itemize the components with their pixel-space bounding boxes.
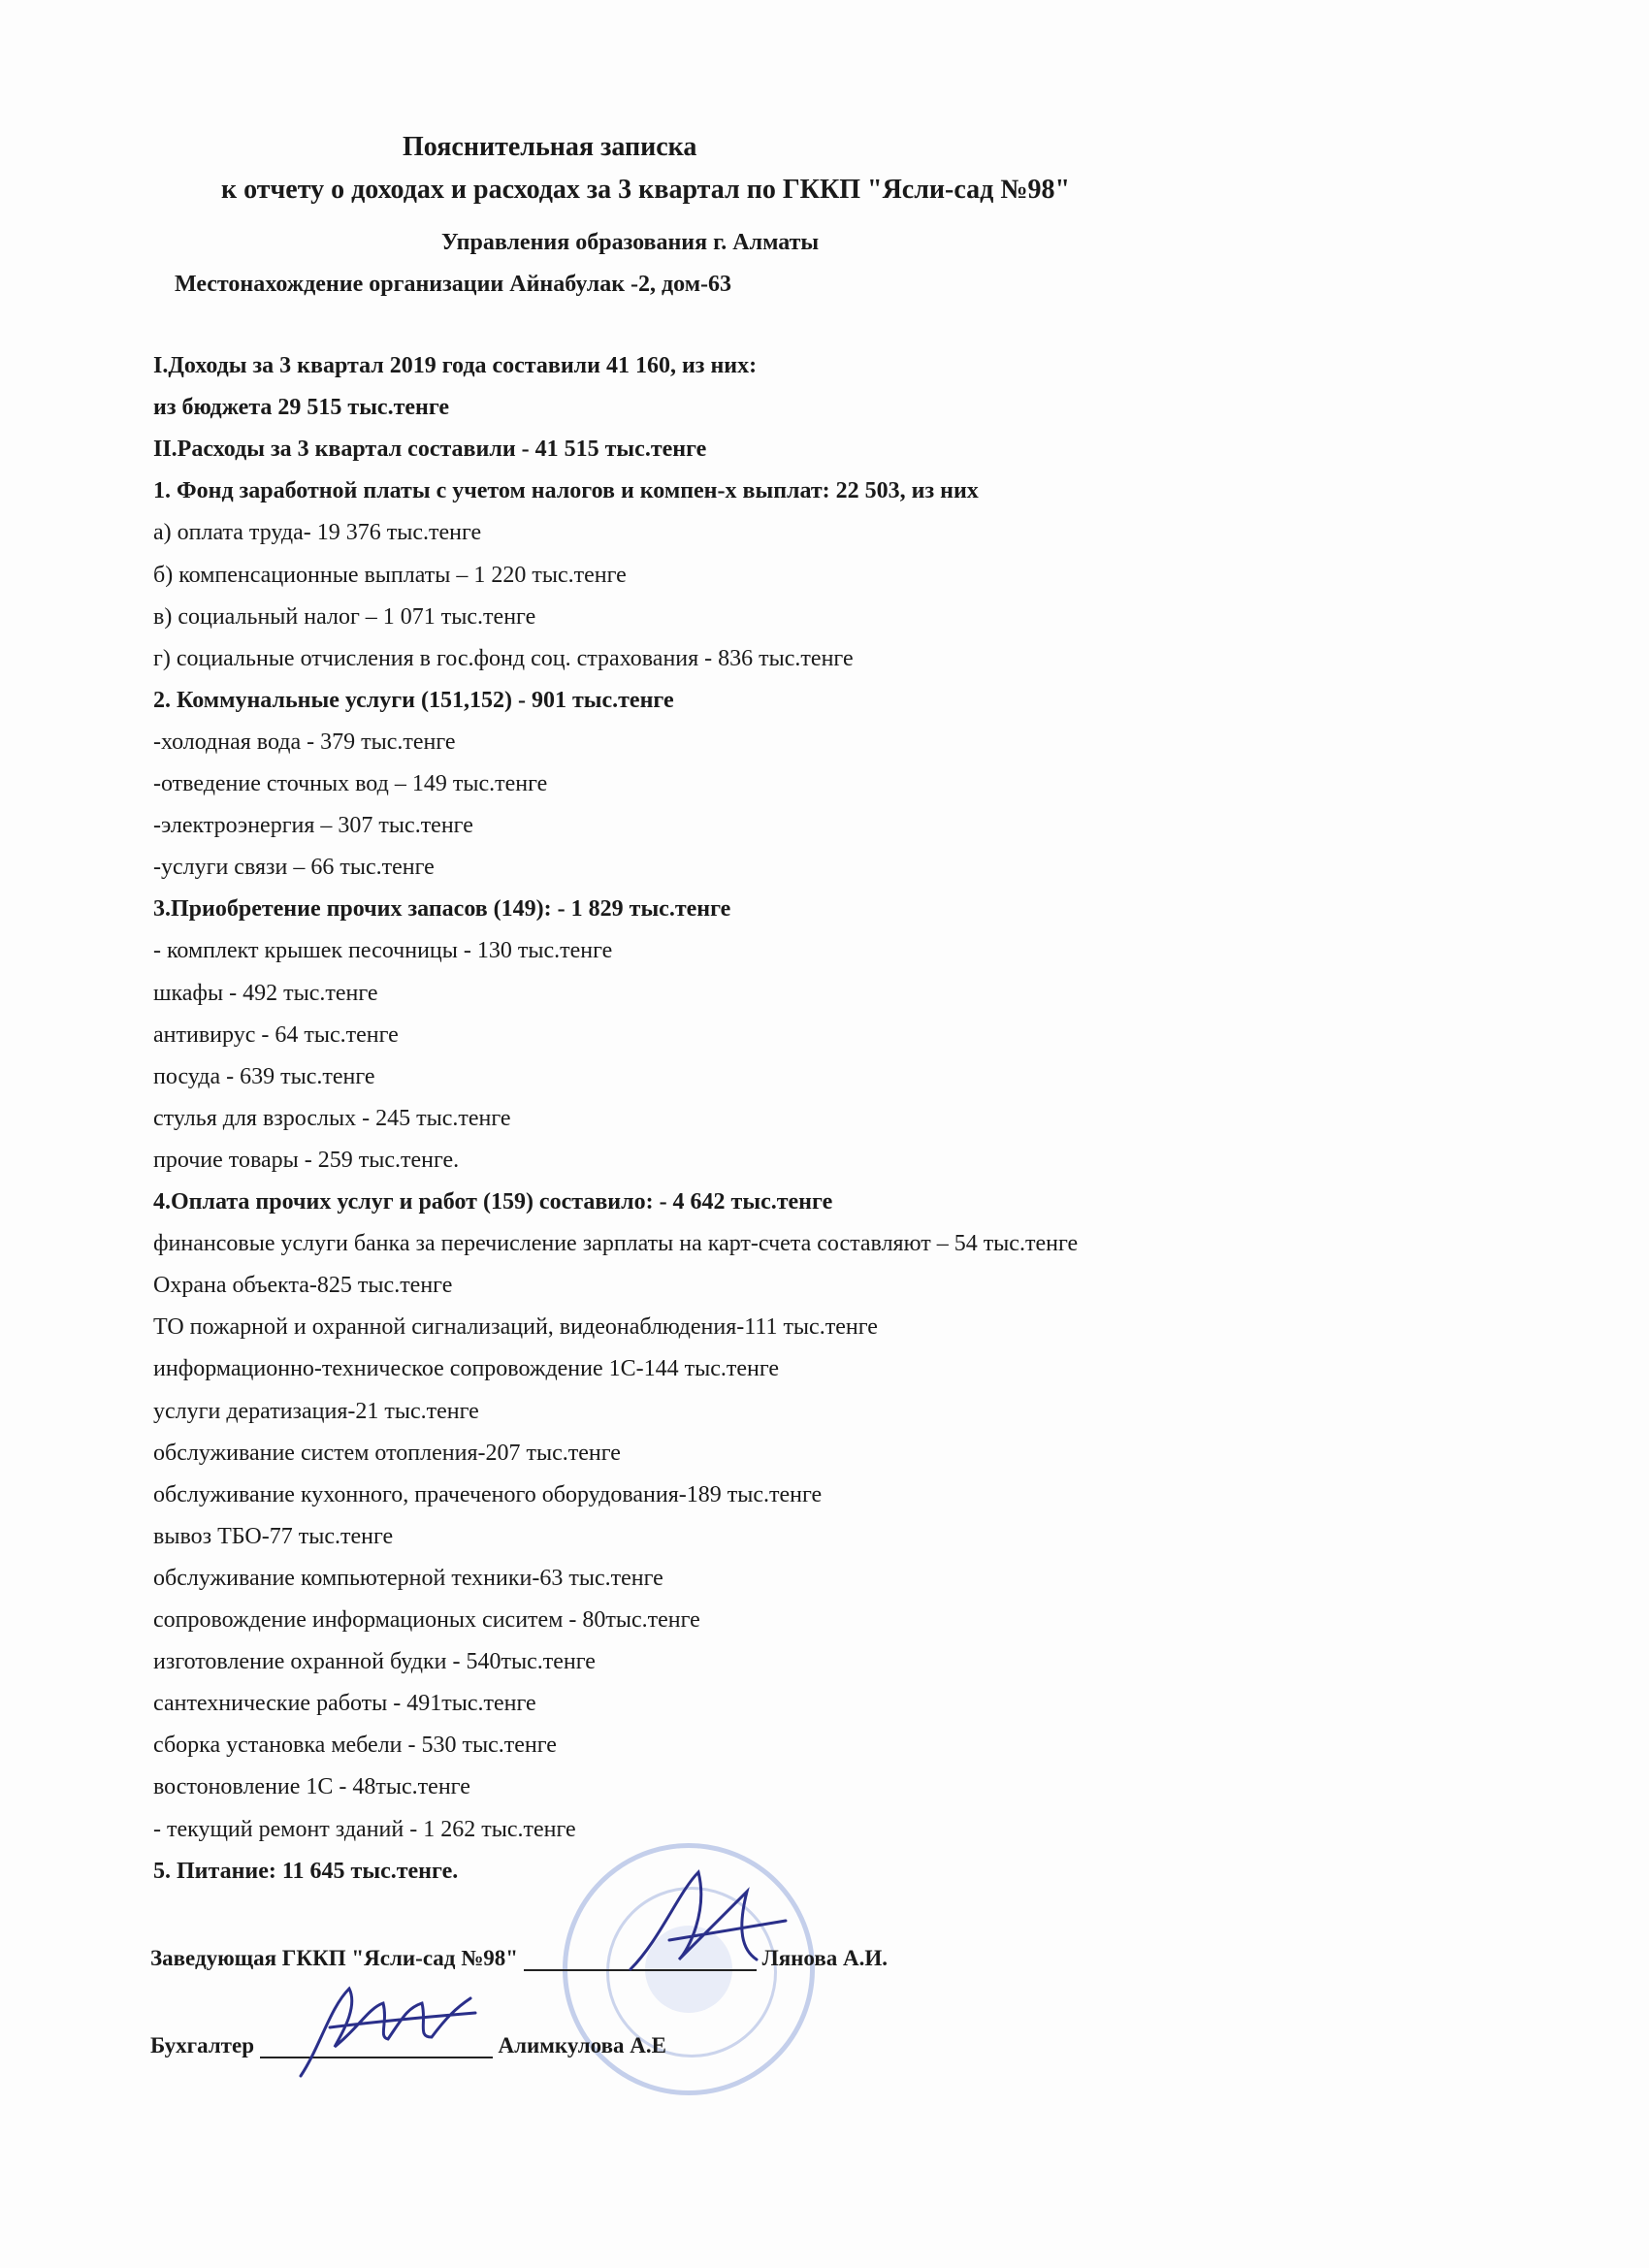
report-line: 1. Фонд заработной платы с учетом налогов и компен-х выплат: 22 503, из них bbox=[153, 478, 979, 503]
report-line: изготовление охранной будки - 540тыс.тенге bbox=[153, 1649, 596, 1674]
report-line: г) социальные отчисления в гос.фонд соц. страхования - 836 тыс.тенге bbox=[153, 646, 854, 671]
report-line: сборка установка мебели - 530 тыс.тенге bbox=[153, 1733, 557, 1758]
report-line: в) социальный налог – 1 071 тыс.тенге bbox=[153, 604, 536, 630]
report-line: обслуживание кухонного, прачеченого оборудования-189 тыс.тенге bbox=[153, 1482, 823, 1507]
report-line: 3.Приобретение прочих запасов (149): - 1 829 тыс.тенге bbox=[153, 896, 731, 922]
document-title: Пояснительная записка bbox=[403, 132, 697, 162]
report-line: обслуживание систем отопления-207 тыс.тенге bbox=[153, 1441, 621, 1466]
report-line: 5. Питание: 11 645 тыс.тенге. bbox=[153, 1859, 459, 1884]
accountant-handwritten-signature bbox=[291, 1969, 485, 2095]
report-line: обслуживание компьютерной техники-63 тыс.тенге bbox=[153, 1566, 663, 1591]
report-line: а) оплата труда- 19 376 тыс.тенге bbox=[153, 520, 482, 545]
location-line: Местонахождение организации Айнабулак -2, дом-63 bbox=[175, 272, 732, 297]
report-line: антивирус - 64 тыс.тенге bbox=[153, 1022, 399, 1048]
report-line: 4.Оплата прочих услуг и работ (159) составило: - 4 642 тыс.тенге bbox=[153, 1189, 833, 1215]
report-line: б) компенсационные выплаты – 1 220 тыс.тенге bbox=[153, 563, 627, 588]
report-line: -отведение сточных вод – 149 тыс.тенге bbox=[153, 771, 548, 796]
department-line: Управления образования г. Алматы bbox=[441, 230, 820, 255]
report-line: Охрана объекта-825 тыс.тенге bbox=[153, 1273, 453, 1298]
report-line: -услуги связи – 66 тыс.тенге bbox=[153, 855, 435, 880]
report-line: - комплект крышек песочницы - 130 тыс.тенге bbox=[153, 938, 613, 963]
report-line: -электроэнергия – 307 тыс.тенге bbox=[153, 813, 473, 838]
director-label: Заведующая ГККП "Ясли-сад №98" bbox=[150, 1946, 519, 1970]
report-line: из бюджета 29 515 тыс.тенге bbox=[153, 395, 450, 420]
report-line: ТО пожарной и охранной сигнализаций, видеонаблюдения-111 тыс.тенге bbox=[153, 1314, 878, 1340]
report-line: информационно-техническое сопровождение 1С-144 тыс.тенге bbox=[153, 1356, 780, 1381]
report-line: - текущий ремонт зданий - 1 262 тыс.тенге bbox=[153, 1817, 576, 1842]
report-line: сантехнические работы - 491тыс.тенге bbox=[153, 1691, 536, 1716]
report-line: услуги дератизация-21 тыс.тенге bbox=[153, 1399, 479, 1424]
report-line: II.Расходы за 3 квартал составили - 41 515 тыс.тенге bbox=[153, 437, 707, 462]
accountant-name: Алимкулова А.Е bbox=[498, 2033, 666, 2057]
director-name: Лянова А.И. bbox=[761, 1946, 889, 1970]
document-subtitle: к отчету о доходах и расходах за 3 квартал по ГККП "Ясли-сад №98" bbox=[221, 175, 1070, 205]
report-line: финансовые услуги банка за перечисление зарплаты на карт-счета составляют – 54 тыс.тенге bbox=[153, 1231, 1079, 1256]
report-line: 2. Коммунальные услуги (151,152) - 901 тыс.тенге bbox=[153, 688, 674, 713]
report-line: востоновление 1С - 48тыс.тенге bbox=[153, 1774, 470, 1799]
report-line: посуда - 639 тыс.тенге bbox=[153, 1064, 375, 1089]
director-handwritten-signature bbox=[621, 1853, 795, 1989]
report-line: сопровождение информационых сиситем - 80тыс.тенге bbox=[153, 1607, 700, 1633]
report-line: шкафы - 492 тыс.тенге bbox=[153, 981, 378, 1006]
report-line: вывоз ТБО-77 тыс.тенге bbox=[153, 1524, 394, 1549]
report-line: -холодная вода - 379 тыс.тенге bbox=[153, 729, 456, 755]
report-line: прочие товары - 259 тыс.тенге. bbox=[153, 1148, 460, 1173]
accountant-label: Бухгалтер bbox=[150, 2033, 254, 2057]
report-line: стулья для взрослых - 245 тыс.тенге bbox=[153, 1106, 511, 1131]
report-line: I.Доходы за 3 квартал 2019 года составили 41 160, из них: bbox=[153, 353, 758, 378]
